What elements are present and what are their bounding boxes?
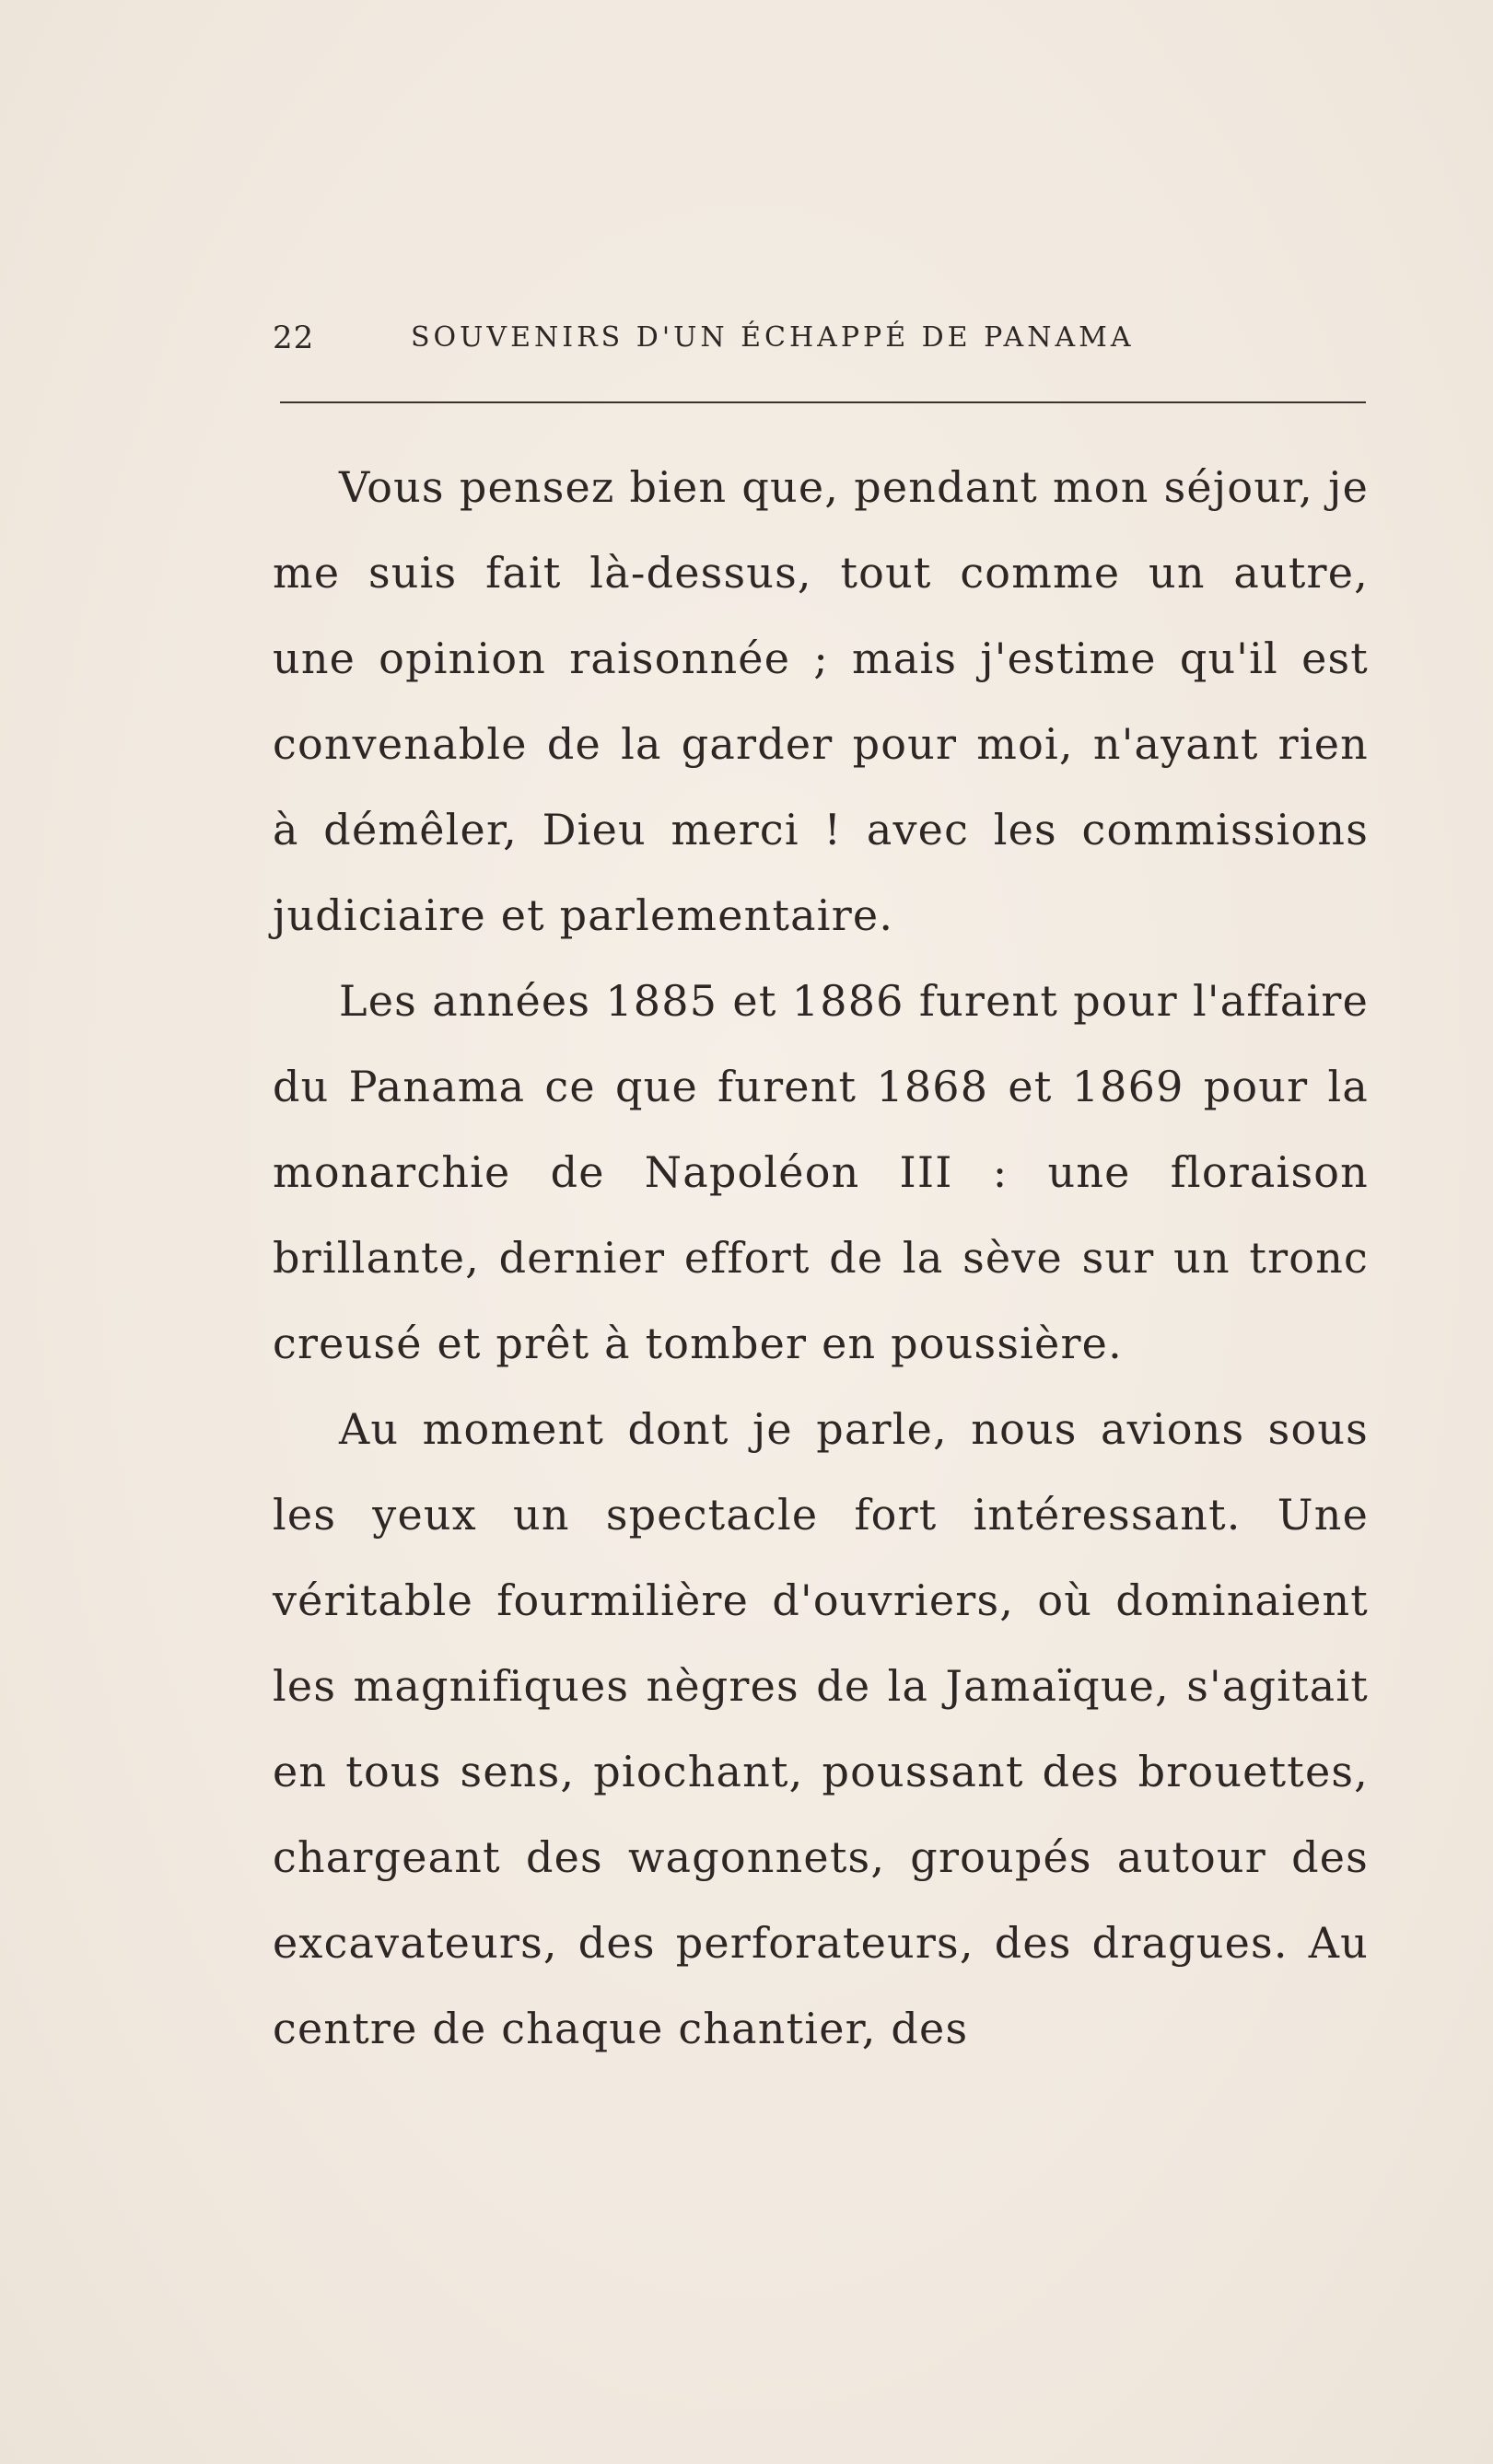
- body-text: [273, 445, 1369, 2072]
- header-rule: [280, 401, 1366, 403]
- page-header: [273, 315, 1366, 361]
- paragraph-3: Au moment dont je parle, nous avions sous les yeux un spectacle fort intéressant. Une véritable fourmilière d'ouvriers, où dominaient les magnifiques nègres de la Jamaïque, s'agitait en tous sens, piochant, poussant des brouettes, chargeant des wagonnets, groupés autour des excavateurs, des perforateurs, des dragues. Au centre de chaque chantier, des: [273, 1404, 1369, 2053]
- paragraph-1: Vous pensez bien que, pendant mon séjour, je me suis fait là-dessus, tout comme un autre, une opinion raisonnée ; mais j'estime qu'il est convenable de la garder pour moi, n'ayant rien à démêler, Dieu merci ! avec les commissions judiciaire et parlementaire.: [273, 462, 1369, 940]
- running-title: SOUVENIRS D'UN ÉCHAPPÉ DE PANAMA: [411, 321, 1135, 354]
- page-number: 22: [273, 320, 315, 356]
- paragraph-2: Les années 1885 et 1886 furent pour l'affaire du Panama ce que furent 1868 et 1869 pour la monarchie de Napoléon III : une floraison brillante, dernier effort de la sève sur un tronc creusé et prêt à tomber en poussière.: [273, 976, 1369, 1368]
